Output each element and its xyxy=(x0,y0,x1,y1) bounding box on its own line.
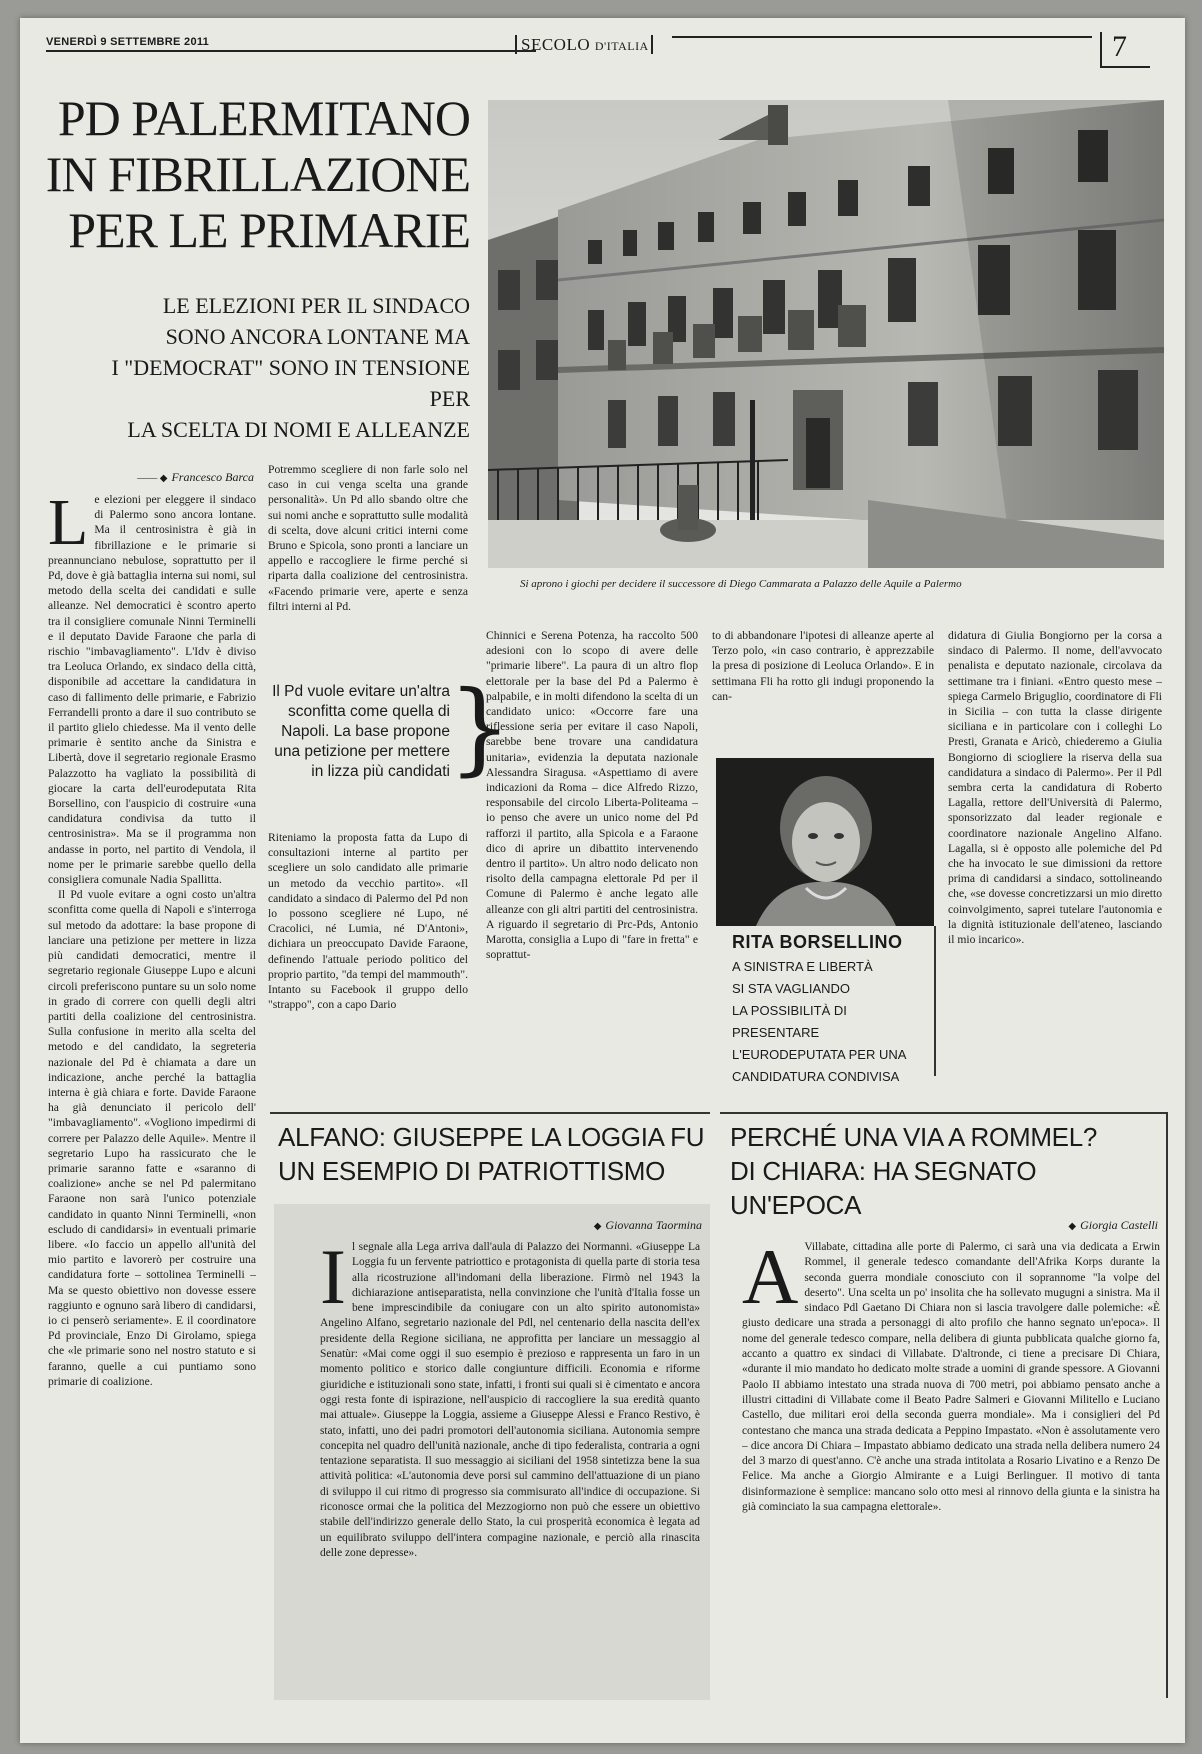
subhead-line: I "DEMOCRAT" SONO IN TENSIONE PER xyxy=(111,355,470,411)
paragraph: didatura di Giulia Bongiorno per la corsa a sindaco di Palermo. Il nome, dell'avvocato penalista e deputato nazionale, circolava da settimane tra i finiani. «Entro questo mese – spiega Carmelo Briguglio, coordinatore di Fli in Sicilia – con tutta la classe dirigente siciliana e in particolare con i colleghi Lo Presti, Granata e Aricò, chiederemo a Giulia Bongiorno di sciogliere la riserva della sua candidatura a sindaco di Palermo». Per il Pdl sembra certa la candidatura di Roberto Lagalla, rettore dell'Università di Palermo, sponsorizzato dal leader regionale e coordinatore nazionale Angelino Alfano. Lagalla, si è opposto alle polemiche del Pd che ha invocato le sue dimissioni da rettore prima di candidarsi a sindaco, sottolineando che, «se dovesse concretizzarsi un mio diretto coinvolgimento, saprei tutelare l'autonomia e la dignità istituzionale dell'ateneo, lasciando il mio incarico». xyxy=(948,629,1162,947)
subheadline xyxy=(80,290,470,445)
rommel-body xyxy=(742,1240,1160,1690)
alfano-title-line: UN ESEMPIO DI PATRIOTTISMO xyxy=(278,1156,666,1186)
byline-main: —— ◆ Francesco Barca xyxy=(137,470,254,484)
header-rule-right xyxy=(672,36,1092,38)
rita-borsellino-photo xyxy=(716,758,934,926)
sidebar-text xyxy=(732,956,932,1088)
rommel-byline: ◆ Giorgia Castelli xyxy=(1068,1218,1158,1232)
header-rule-left xyxy=(46,50,536,52)
brace-ornament: } xyxy=(448,669,512,786)
rommel-side-rule xyxy=(1166,1112,1168,1698)
masthead-bar xyxy=(649,35,653,54)
sidebar-line: LA POSSIBILITÀ DI PRESENTARE xyxy=(732,1003,847,1040)
paragraph: Il Pd vuole evitare a ogni costo un'altra sconfitta come quella di Napoli e s'interroga sul metodo da adottare: la base propone di lanciare una petizione per mettere in lizza più candidati democratici, mentre il segretario regionale Giuseppe Lupo e alcuni circoli preferiscono puntare su un solo nome in grado di correre con quelli degli altri partiti della coalizione del centrosinistra. Sulla confusione in merito alla scelta del metodo e del candidato, la segreteria nazionale del Pd è chiamata a dare un indicazione, anche perché la battaglia interna è già chiara e forte. Davide Faraone ha già denunciato il pericolo dell' "imbavagliamento". «Vogliono impedirmi di correre per Palazzo delle Aquile». Mentre il segretario Lupo ha rassicurato che le primarie saranno fatte e «saranno di coalizione» anche se nel Pd palermitano Faraone non sarà l'unico potenziale candidato in quanto Ninni Terminelli, «non escludo di candidarsi» in eventuali primarie libere. «Io faccio un appello all'unità del mio partito e lavorerò per costruire una candidatura forte – sottolinea Terminelli – Ma se questo obiettivo non dovesse essere raggiunto e ognuno sarà libero di candidarsi, io ci penserò seriamente». E il coordinatore Pd provinciale, Enzo Di Girolamo, spiega che «le primarie sono nel nostro statuto e si faranno, quelle a cui puntiamo sono primarie di coalizione. xyxy=(48,888,256,1388)
article-column-5 xyxy=(948,628,1162,1080)
drop-cap: L xyxy=(48,492,89,559)
subhead-line: SONO ANCORA LONTANE MA xyxy=(165,324,470,349)
sidebar-line: SI STA VAGLIANDO xyxy=(732,981,850,996)
headline-line: IN FIBRILLAZIONE xyxy=(45,146,470,202)
headline-line: PER LE PRIMARIE xyxy=(68,202,470,258)
rommel-title-line: PERCHÉ UNA VIA A ROMMEL? xyxy=(730,1122,1098,1152)
drop-cap: A xyxy=(742,1240,799,1320)
sidebar-line: CANDIDATURA CONDIVISA xyxy=(732,1069,900,1084)
article-column-2-bottom xyxy=(268,830,468,1080)
masthead xyxy=(515,35,653,55)
article-column-4 xyxy=(712,628,934,748)
paragraph: Chinnici e Serena Potenza, ha raccolto 500 adesioni con lo scopo di avere delle "primarie libere". La paura di un altro flop elettorale per la base del Pd a Palermo è palpabile, e in molti difendono la scelta di un candidato unico: «Occorre fare una riflessione seria per evitare il caso Napoli, sarebbe bene trovare una candidatura unitaria», evidenzia la deputata nazionale Alessandra Siragusa. «Aspettiamo di avere indicazioni da Roma – dice Alfredo Rizzo, responsabile del circolo Liberta-Politeama – io penso che avere un unico nome del Pd rafforzi il partito, alla Spicola e a Faraone dico di aprire un dibattito intervenendo dentro il partito». Un altro nodo delicato non risolto della campagna elettorale Pd per il Comune di Palermo è anche legato alle alleanze con gli altri partiti del centrosinistra. A riguardo il segretario di Prc-Pds, Antonio Marotta, consiglia a Lupo di "fare in fretta" e soprattut- xyxy=(486,629,698,962)
palazzo-photo xyxy=(488,100,1164,568)
article-column-1 xyxy=(48,492,256,1742)
newspaper-page xyxy=(20,18,1185,1743)
sidebar-line: A SINISTRA E LIBERTÀ xyxy=(732,959,873,974)
alfano-title-line: ALFANO: GIUSEPPE LA LOGGIA FU xyxy=(278,1122,705,1152)
paragraph: to di abbandonare l'ipotesi di alleanze aperte al Terzo polo, «in caso contrario, è apprezzabile la presa di posizione di Leoluca Orlando». E in settimana Fli ha rotto gli indugi proponendo la can- xyxy=(712,629,934,703)
paragraph: Potremmo scegliere di non farle solo nel caso in cui venga scelta una grande personalità». Un Pd allo sbando oltre che sui nomi anche e soprattutto sulle modalità di scelta, dove alcuni critici interni come Bruno e Spicola, sono pronti a lanciare un appello e raccogliere le firme perché si riparta dalla coalizione del centrosinistra. «Facendo primarie vere, aperte e senza filtri interni al Pd. xyxy=(268,463,468,613)
alfano-title xyxy=(278,1120,718,1188)
article-column-2-top xyxy=(268,462,468,674)
headline xyxy=(40,90,470,258)
issue-date: VENERDÌ 9 SETTEMBRE 2011 xyxy=(46,36,210,48)
rommel-title-line: DI CHIARA: HA SEGNATO UN'EPOCA xyxy=(730,1156,1037,1220)
paragraph: e elezioni per eleggere il sindaco di Palermo sono ancora lontane. Ma il centrosinistra è già in fibrillazione e le primarie si preannunciano nebulose, soprattutto per il Pd, dove è già battaglia interna sui nomi, sul metodo della scelta dei candidati e sulle alleanze. Nel democratici è scontro aperto tra il consigliere comunale Ninni Terminelli e il deputato Davide Faraone che parla di rischio "imbavagliamento". L'Idv è diviso tra Leoluca Orlando, ex sindaco della città, disponibile ad accettare la candidatura in caso di fallimento delle primarie, e Fabrizio Ferrandelli pronto a dare il suo contributo se il partito glielo chiedesse. Ma il vento delle primarie è sentito anche da Sinistra e Libertà, dove il segretario regionale Erasmo Palazzotto ha vagliato la possibilità di giocare la carta dell'eurodeputata Rita Borsellino, con l'auspicio di costruire «una candidatura condivisa da tutto il centrosinistra». Ma se il programma non andasse in porto, nel partito di Vendola, il nome per le primarie sarebbe quello della consigliera comunale Nadia Spallitta. xyxy=(48,493,256,887)
masthead-main: SECOLO xyxy=(515,35,590,54)
paragraph: l segnale alla Lega arriva dall'aula di Palazzo dei Normanni. «Giuseppe La Loggia fu un fervente patriottico e protagonista di quella parte di storia tesa alla ricostruzione all'indomani della liberazione. Firmò nel 1943 la dichiarazione antiseparatista, nella convinzione che l'unità d'Italia fosse un bene imprescindibile da coniugare con un alto spirito autonomista» Angelino Alfano, segretario nazionale del Pdl, nel centenario della nascita dell'ex presidente della Regione siciliana, ne approfitta per lanciare un messaggio al Senatùr: «Mai come oggi il suo esempio è prezioso e rappresenta un faro in un momento politico e storico dalle congiunture difficili. Economia e riforme giuridiche e istituzionali sono state, infatti, i fronti sui quali si è cimentato e ancora oggi resta fonte di ispirazione, nell'auspicio di raccogliere la sua eredità quanto mai attuale». Giuseppe la Loggia, assieme a Giuseppe Alessi e Franco Restivo, è stato, infatti, uno dei padri promotori dell'autonomia siciliana. Autonomia sempre concepita nel quadro dell'unità nazionale, anche di tipo federalista, contraria a ogni tentazione separatista. Il suo messaggio ai siciliani del 1958 sintetizza bene la sua attività politica: «L'autonomia deve porsi sul cammino dell'attuazione di un piano di sviluppo il cui ritmo di progresso sia commisurato all'indice di occupazione. Si riconosce ormai che la politica del Mezzogiorno non può che essere un obiettivo stabile dell'indirizzo generale dello Stato, la cui prosperità economica è legata ad un equilibrato sviluppo dell'intera compagine nazionale, e perciò alla rinascita delle zone depresse». xyxy=(320,1241,700,1559)
masthead-small: D'ITALIA xyxy=(594,39,649,53)
article-column-3 xyxy=(486,628,698,1080)
photo-caption: Si aprono i giochi per decidere il successore di Diego Cammarata a Palazzo delle Aquile a Palermo xyxy=(520,578,962,590)
paragraph: Villabate, cittadina alle porte di Palermo, ci sarà una via dedicata a Erwin Rommel, il generale tedesco comandante dell'Afrika Korps durante la seconda guerra mondiale conosciuto con il soprannome "la volpe del deserto". Una scelta un po' insolita che ha sollevato mugugni a sinistra. Ma il sindaco Pdl Gaetano Di Chiara non si lascia travolgere dalle polemiche: «È giusto dedicare una strada a personaggi di alto profilo che hanno segnato un'epoca». Il nome del generale tedesco compare, nella delibera di giunta pubblicata qualche giorno fa, accanto a quattro ex sindaci di Villabate. D'altronde, ci tiene a precisare Di Chiara, «durante il mio mandato ho dedicato molte strade a uomini di grande spessore. A Giovanni Paolo II abbiamo intestato una strada nuova di 700 metri, poi abbiamo pensato anche a illustri cittadini di Villabate come il Beato Padre Salmeri e Giovanni Militello e Luciano Castello, due militari eroi della seconda guerra mondiale». Ma i consiglieri del Pd contestano che manca una strada dedicata a Peppino Impastato. «Non è assolutamente vero – dice ancora Di Chiara – Impastato abbiamo dedicato una strada nella delibera numero 24 del 3 marzo di quest'anno. C'è anche una strada intitolata a Rosario Livatino e a Renzo De Felice. Ma anche a Giorgio Almirante e a Luigi Berlinguer. Il motivo di tanta disinformazione è semplice: mancano solo otto mesi al rinnovo della giunta e la sinistra ha già cominciato la sua campagna elettorale». xyxy=(742,1241,1160,1514)
headline-line: PD PALERMITANO xyxy=(57,90,470,146)
subhead-line: LE ELEZIONI PER IL SINDACO xyxy=(162,293,470,318)
byline-author: Giorgia Castelli xyxy=(1080,1218,1158,1232)
subhead-line: LA SCELTA DI NOMI E ALLEANZE xyxy=(127,417,470,442)
paragraph: Riteniamo la proposta fatta da Lupo di consultazioni interne al partito per scegliere un solo candidato alle primarie un metodo da vecchio partito». «Il candidato a sindaco di Palermo del Pd non lo possono scegliere né Lupo, né Cracolici, né Lumia, né D'Antoni», dichiara un preoccupato Davide Faraone, definendo l'attuale periodo politico del proprio partito, "da tempi del mammouth". Intanto su Facebook il gruppo dello "strappo", con a capo Dario xyxy=(268,831,468,1012)
rommel-rule xyxy=(720,1112,1166,1114)
alfano-body xyxy=(320,1240,700,1690)
byline-author: Giovanna Taormina xyxy=(605,1218,702,1232)
drop-cap: I xyxy=(320,1240,346,1320)
page-number: 7 xyxy=(1112,30,1127,63)
pull-quote: Il Pd vuole evitare un'altra sconfitta come quella di Napoli. La base propone una petizione per mettere in lizza più candidati xyxy=(272,683,450,780)
sidebar-line: L'EURODEPUTATA PER UNA xyxy=(732,1047,907,1062)
rommel-title xyxy=(730,1120,1170,1222)
sidebar-name: RITA BORSELLINO xyxy=(732,932,903,952)
alfano-byline: ◆ Giovanna Taormina xyxy=(593,1218,702,1232)
alfano-rule xyxy=(270,1112,710,1114)
byline-author: Francesco Barca xyxy=(171,470,254,484)
